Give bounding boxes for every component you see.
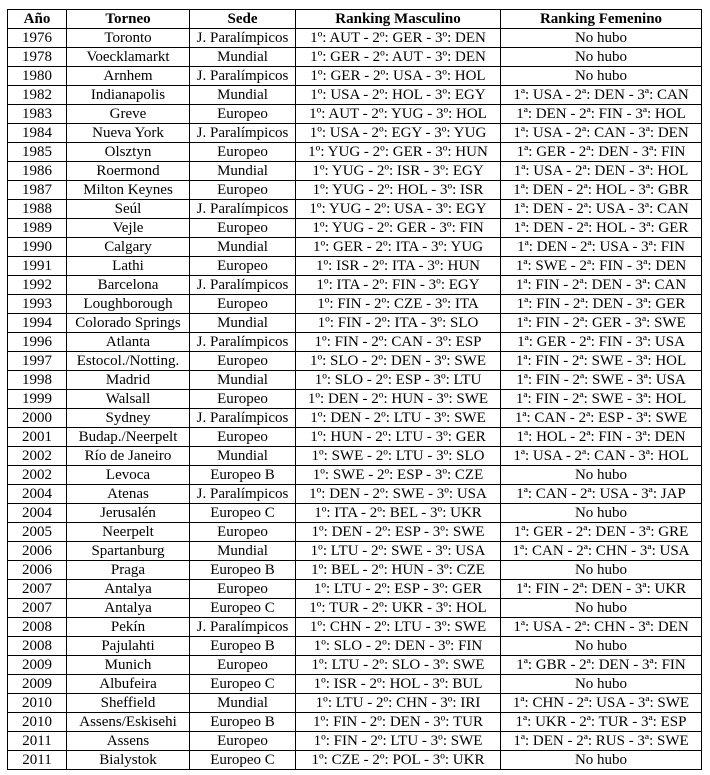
women-ranking-cell: 1ª: FIN - 2ª: GER - 3ª: SWE <box>501 314 702 333</box>
year-cell: 2002 <box>8 447 67 466</box>
table-row <box>8 162 702 181</box>
women-ranking-cell: 1ª: USA - 2ª: DEN - 3ª: HOL <box>501 162 702 181</box>
header-tournament: Torneo <box>67 10 190 29</box>
year-cell: 1989 <box>8 219 67 238</box>
year-cell: 1983 <box>8 105 67 124</box>
table-row <box>8 675 702 694</box>
men-ranking-cell: 1º: YUG - 2º: HOL - 3º: ISR <box>296 181 501 200</box>
table-row <box>8 257 702 276</box>
women-ranking-cell: 1ª: DEN - 2ª: HOL - 3ª: GER <box>501 219 702 238</box>
women-ranking-cell: 1ª: FIN - 2ª: DEN - 3ª: CAN <box>501 276 702 295</box>
table-row <box>8 637 702 656</box>
men-ranking-cell: 1º: LTU - 2º: CHN - 3º: IRI <box>296 694 501 713</box>
men-ranking-cell: 1º: SLO - 2º: DEN - 3º: FIN <box>296 637 501 656</box>
tournament-cell: Indianapolis <box>67 86 190 105</box>
tournament-cell: Nueva York <box>67 124 190 143</box>
table-row <box>8 352 702 371</box>
tournament-cell: Milton Keynes <box>67 181 190 200</box>
women-ranking-cell: No hubo <box>501 599 702 618</box>
venue-type-cell: Europeo <box>190 219 296 238</box>
tournament-cell: Assens/Eskisehi <box>67 713 190 732</box>
men-ranking-cell: 1º: DEN - 2º: LTU - 3º: SWE <box>296 409 501 428</box>
venue-type-cell: Europeo <box>190 390 296 409</box>
men-ranking-cell: 1º: FIN - 2º: LTU - 3º: SWE <box>296 732 501 751</box>
tournament-cell: Neerpelt <box>67 523 190 542</box>
women-ranking-cell: 1ª: FIN - 2ª: DEN - 3ª: UKR <box>501 580 702 599</box>
table-row <box>8 713 702 732</box>
year-cell: 2007 <box>8 599 67 618</box>
tournament-cell: Assens <box>67 732 190 751</box>
women-ranking-cell: 1ª: USA - 2ª: CHN - 3ª: DEN <box>501 618 702 637</box>
header-venue-type: Sede <box>190 10 296 29</box>
table-row <box>8 314 702 333</box>
men-ranking-cell: 1º: SLO - 2º: ESP - 3º: LTU <box>296 371 501 390</box>
venue-type-cell: Europeo <box>190 580 296 599</box>
venue-type-cell: Europeo <box>190 352 296 371</box>
tournament-cell: Budap./Neerpelt <box>67 428 190 447</box>
year-cell: 1980 <box>8 67 67 86</box>
women-ranking-cell: No hubo <box>501 466 702 485</box>
table-row <box>8 276 702 295</box>
venue-type-cell: Europeo <box>190 656 296 675</box>
venue-type-cell: Europeo <box>190 732 296 751</box>
tournament-cell: Río de Janeiro <box>67 447 190 466</box>
venue-type-cell: Mundial <box>190 371 296 390</box>
venue-type-cell: J. Paralímpicos <box>190 409 296 428</box>
tournament-cell: Colorado Springs <box>67 314 190 333</box>
year-cell: 2006 <box>8 542 67 561</box>
year-cell: 2011 <box>8 732 67 751</box>
venue-type-cell: Europeo <box>190 181 296 200</box>
men-ranking-cell: 1º: SLO - 2º: DEN - 3º: SWE <box>296 352 501 371</box>
venue-type-cell: Mundial <box>190 447 296 466</box>
tournament-cell: Sydney <box>67 409 190 428</box>
venue-type-cell: J. Paralímpicos <box>190 485 296 504</box>
venue-type-cell: Europeo <box>190 428 296 447</box>
tournament-cell: Levoca <box>67 466 190 485</box>
year-cell: 1976 <box>8 29 67 48</box>
table-row <box>8 238 702 257</box>
venue-type-cell: J. Paralímpicos <box>190 333 296 352</box>
tournament-cell: Jerusalén <box>67 504 190 523</box>
women-ranking-cell: No hubo <box>501 67 702 86</box>
table-row <box>8 295 702 314</box>
tournament-cell: Praga <box>67 561 190 580</box>
women-ranking-cell: 1ª: CAN - 2ª: USA - 3ª: JAP <box>501 485 702 504</box>
venue-type-cell: J. Paralímpicos <box>190 29 296 48</box>
year-cell: 1999 <box>8 390 67 409</box>
venue-type-cell: Europeo B <box>190 466 296 485</box>
year-cell: 1982 <box>8 86 67 105</box>
year-cell: 1986 <box>8 162 67 181</box>
venue-type-cell: Mundial <box>190 542 296 561</box>
men-ranking-cell: 1º: FIN - 2º: CAN - 3º: ESP <box>296 333 501 352</box>
women-ranking-cell: 1ª: FIN - 2ª: DEN - 3ª: GER <box>501 295 702 314</box>
tournament-cell: Antalya <box>67 580 190 599</box>
tournament-cell: Toronto <box>67 29 190 48</box>
tournament-cell: Loughborough <box>67 295 190 314</box>
men-ranking-cell: 1º: ISR - 2º: ITA - 3º: HUN <box>296 257 501 276</box>
tournament-cell: Antalya <box>67 599 190 618</box>
table-row <box>8 580 702 599</box>
men-ranking-cell: 1º: CHN - 2º: LTU - 3º: SWE <box>296 618 501 637</box>
table-row <box>8 181 702 200</box>
women-ranking-cell: No hubo <box>501 675 702 694</box>
venue-type-cell: J. Paralímpicos <box>190 200 296 219</box>
table-row <box>8 466 702 485</box>
men-ranking-cell: 1º: LTU - 2º: ESP - 3º: GER <box>296 580 501 599</box>
women-ranking-cell: 1ª: CAN - 2ª: CHN - 3ª: USA <box>501 542 702 561</box>
year-cell: 2004 <box>8 504 67 523</box>
tournament-cell: Walsall <box>67 390 190 409</box>
women-ranking-cell: 1ª: UKR - 2ª: TUR - 3ª: ESP <box>501 713 702 732</box>
men-ranking-cell: 1º: HUN - 2º: LTU - 3º: GER <box>296 428 501 447</box>
venue-type-cell: J. Paralímpicos <box>190 618 296 637</box>
venue-type-cell: Mundial <box>190 86 296 105</box>
tournament-cell: Pekín <box>67 618 190 637</box>
tournament-cell: Atenas <box>67 485 190 504</box>
year-cell: 1993 <box>8 295 67 314</box>
men-ranking-cell: 1º: AUT - 2º: GER - 3º: DEN <box>296 29 501 48</box>
tournament-cell: Bialystok <box>67 751 190 770</box>
women-ranking-cell: 1ª: CAN - 2ª: ESP - 3ª: SWE <box>501 409 702 428</box>
table-row <box>8 561 702 580</box>
women-ranking-cell: 1ª: DEN - 2ª: RUS - 3ª: SWE <box>501 732 702 751</box>
table-row <box>8 219 702 238</box>
header-women-ranking: Ranking Femenino <box>501 10 702 29</box>
men-ranking-cell: 1º: YUG - 2º: ISR - 3º: EGY <box>296 162 501 181</box>
table-row <box>8 751 702 770</box>
tournament-cell: Atlanta <box>67 333 190 352</box>
men-ranking-cell: 1º: GER - 2º: USA - 3º: HOL <box>296 67 501 86</box>
men-ranking-cell: 1º: LTU - 2º: SLO - 3º: SWE <box>296 656 501 675</box>
tournament-cell: Calgary <box>67 238 190 257</box>
men-ranking-cell: 1º: USA - 2º: EGY - 3º: YUG <box>296 124 501 143</box>
men-ranking-cell: 1º: GER - 2º: AUT - 3º: DEN <box>296 48 501 67</box>
tournament-cell: Pajulahti <box>67 637 190 656</box>
table-row <box>8 656 702 675</box>
men-ranking-cell: 1º: AUT - 2º: YUG - 3º: HOL <box>296 105 501 124</box>
venue-type-cell: Europeo C <box>190 675 296 694</box>
year-cell: 1984 <box>8 124 67 143</box>
tournament-cell: Olsztyn <box>67 143 190 162</box>
table-row <box>8 542 702 561</box>
year-cell: 2002 <box>8 466 67 485</box>
table-row <box>8 599 702 618</box>
tournament-cell: Estocol./Notting. <box>67 352 190 371</box>
women-ranking-cell: 1ª: FIN - 2ª: SWE - 3ª: HOL <box>501 390 702 409</box>
table-row <box>8 124 702 143</box>
table-row <box>8 67 702 86</box>
year-cell: 1987 <box>8 181 67 200</box>
year-cell: 1994 <box>8 314 67 333</box>
women-ranking-cell: No hubo <box>501 48 702 67</box>
women-ranking-cell: 1ª: FIN - 2ª: SWE - 3ª: USA <box>501 371 702 390</box>
women-ranking-cell: 1ª: HOL - 2ª: FIN - 3ª: DEN <box>501 428 702 447</box>
table-row <box>8 409 702 428</box>
tournament-cell: Lathi <box>67 257 190 276</box>
women-ranking-cell: No hubo <box>501 751 702 770</box>
men-ranking-cell: 1º: TUR - 2º: UKR - 3º: HOL <box>296 599 501 618</box>
venue-type-cell: Europeo <box>190 257 296 276</box>
men-ranking-cell: 1º: ITA - 2º: FIN - 3º: EGY <box>296 276 501 295</box>
venue-type-cell: Europeo <box>190 295 296 314</box>
table-row <box>8 105 702 124</box>
table-row <box>8 428 702 447</box>
men-ranking-cell: 1º: DEN - 2º: ESP - 3º: SWE <box>296 523 501 542</box>
header-year: Año <box>8 10 67 29</box>
venue-type-cell: Europeo B <box>190 637 296 656</box>
men-ranking-cell: 1º: YUG - 2º: USA - 3º: EGY <box>296 200 501 219</box>
table-row <box>8 447 702 466</box>
men-ranking-cell: 1º: FIN - 2º: ITA - 3º: SLO <box>296 314 501 333</box>
men-ranking-cell: 1º: ITA - 2º: BEL - 3º: UKR <box>296 504 501 523</box>
table-row <box>8 143 702 162</box>
year-cell: 2004 <box>8 485 67 504</box>
header-men-ranking: Ranking Masculino <box>296 10 501 29</box>
table-row <box>8 485 702 504</box>
women-ranking-cell: 1ª: USA - 2ª: CAN - 3ª: DEN <box>501 124 702 143</box>
venue-type-cell: Europeo C <box>190 504 296 523</box>
venue-type-cell: J. Paralímpicos <box>190 276 296 295</box>
men-ranking-cell: 1º: SWE - 2º: ESP - 3º: CZE <box>296 466 501 485</box>
tournament-cell: Spartanburg <box>67 542 190 561</box>
year-cell: 1978 <box>8 48 67 67</box>
men-ranking-cell: 1º: FIN - 2º: CZE - 3º: ITA <box>296 295 501 314</box>
women-ranking-cell: 1ª: DEN - 2ª: USA - 3ª: FIN <box>501 238 702 257</box>
year-cell: 1998 <box>8 371 67 390</box>
year-cell: 2010 <box>8 694 67 713</box>
women-ranking-cell: No hubo <box>501 29 702 48</box>
venue-type-cell: Mundial <box>190 48 296 67</box>
table-row <box>8 390 702 409</box>
venue-type-cell: Mundial <box>190 694 296 713</box>
year-cell: 2009 <box>8 656 67 675</box>
tournament-cell: Vejle <box>67 219 190 238</box>
table-row <box>8 523 702 542</box>
women-ranking-cell: 1ª: GER - 2ª: DEN - 3ª: GRE <box>501 523 702 542</box>
women-ranking-cell: 1ª: SWE - 2ª: FIN - 3ª: DEN <box>501 257 702 276</box>
venue-type-cell: Mundial <box>190 162 296 181</box>
women-ranking-cell: 1ª: DEN - 2ª: FIN - 3ª: HOL <box>501 105 702 124</box>
tournament-cell: Albufeira <box>67 675 190 694</box>
year-cell: 2009 <box>8 675 67 694</box>
women-ranking-cell: 1ª: CHN - 2ª: USA - 3ª: SWE <box>501 694 702 713</box>
men-ranking-cell: 1º: ISR - 2º: HOL - 3º: BUL <box>296 675 501 694</box>
year-cell: 1997 <box>8 352 67 371</box>
men-ranking-cell: 1º: FIN - 2º: DEN - 3º: TUR <box>296 713 501 732</box>
tournament-cell: Voecklamarkt <box>67 48 190 67</box>
year-cell: 1991 <box>8 257 67 276</box>
venue-type-cell: Europeo <box>190 143 296 162</box>
tournament-cell: Arnhem <box>67 67 190 86</box>
venue-type-cell: Europeo <box>190 105 296 124</box>
year-cell: 2001 <box>8 428 67 447</box>
year-cell: 1992 <box>8 276 67 295</box>
tournament-cell: Sheffield <box>67 694 190 713</box>
year-cell: 2011 <box>8 751 67 770</box>
tournament-cell: Greve <box>67 105 190 124</box>
men-ranking-cell: 1º: YUG - 2º: GER - 3º: HUN <box>296 143 501 162</box>
table-row <box>8 504 702 523</box>
year-cell: 1985 <box>8 143 67 162</box>
year-cell: 2005 <box>8 523 67 542</box>
venue-type-cell: J. Paralímpicos <box>190 124 296 143</box>
women-ranking-cell: No hubo <box>501 561 702 580</box>
women-ranking-cell: 1ª: GBR - 2ª: DEN - 3ª: FIN <box>501 656 702 675</box>
table-body <box>8 29 702 770</box>
women-ranking-cell: 1ª: DEN - 2ª: USA - 3ª: CAN <box>501 200 702 219</box>
venue-type-cell: Europeo C <box>190 599 296 618</box>
venue-type-cell: Europeo B <box>190 713 296 732</box>
year-cell: 1990 <box>8 238 67 257</box>
table-row <box>8 29 702 48</box>
venue-type-cell: Europeo C <box>190 751 296 770</box>
women-ranking-cell: No hubo <box>501 637 702 656</box>
women-ranking-cell: 1ª: FIN - 2ª: SWE - 3ª: HOL <box>501 352 702 371</box>
venue-type-cell: Europeo B <box>190 561 296 580</box>
table-row <box>8 200 702 219</box>
venue-type-cell: Mundial <box>190 238 296 257</box>
men-ranking-cell: 1º: BEL - 2º: HUN - 3º: CZE <box>296 561 501 580</box>
women-ranking-cell: 1ª: GER - 2ª: DEN - 3ª: FIN <box>501 143 702 162</box>
table-row <box>8 732 702 751</box>
year-cell: 2007 <box>8 580 67 599</box>
men-ranking-cell: 1º: GER - 2º: ITA - 3º: YUG <box>296 238 501 257</box>
tournament-cell: Seúl <box>67 200 190 219</box>
men-ranking-cell: 1º: SWE - 2º: LTU - 3º: SLO <box>296 447 501 466</box>
women-ranking-cell: 1ª: DEN - 2ª: HOL - 3ª: GBR <box>501 181 702 200</box>
header-row <box>8 10 702 29</box>
men-ranking-cell: 1º: YUG - 2º: GER - 3º: FIN <box>296 219 501 238</box>
men-ranking-cell: 1º: DEN - 2º: SWE - 3º: USA <box>296 485 501 504</box>
men-ranking-cell: 1º: USA - 2º: HOL - 3º: EGY <box>296 86 501 105</box>
women-ranking-cell: 1ª: GER - 2ª: FIN - 3ª: USA <box>501 333 702 352</box>
women-ranking-cell: No hubo <box>501 504 702 523</box>
men-ranking-cell: 1º: DEN - 2º: HUN - 3º: SWE <box>296 390 501 409</box>
women-ranking-cell: 1ª: USA - 2ª: DEN - 3ª: CAN <box>501 86 702 105</box>
tournament-cell: Madrid <box>67 371 190 390</box>
table-row <box>8 86 702 105</box>
results-table <box>7 9 702 770</box>
table-row <box>8 618 702 637</box>
venue-type-cell: J. Paralímpicos <box>190 67 296 86</box>
tournament-cell: Barcelona <box>67 276 190 295</box>
men-ranking-cell: 1º: CZE - 2º: POL - 3º: UKR <box>296 751 501 770</box>
year-cell: 2008 <box>8 618 67 637</box>
venue-type-cell: Mundial <box>190 314 296 333</box>
tournament-cell: Roermond <box>67 162 190 181</box>
table-row <box>8 371 702 390</box>
men-ranking-cell: 1º: LTU - 2º: SWE - 3º: USA <box>296 542 501 561</box>
tournament-cell: Munich <box>67 656 190 675</box>
table-row <box>8 48 702 67</box>
table-row <box>8 333 702 352</box>
year-cell: 2006 <box>8 561 67 580</box>
year-cell: 1996 <box>8 333 67 352</box>
table-row <box>8 694 702 713</box>
year-cell: 2008 <box>8 637 67 656</box>
venue-type-cell: Europeo <box>190 523 296 542</box>
year-cell: 2000 <box>8 409 67 428</box>
year-cell: 2010 <box>8 713 67 732</box>
women-ranking-cell: 1ª: USA - 2ª: CAN - 3ª: HOL <box>501 447 702 466</box>
year-cell: 1988 <box>8 200 67 219</box>
